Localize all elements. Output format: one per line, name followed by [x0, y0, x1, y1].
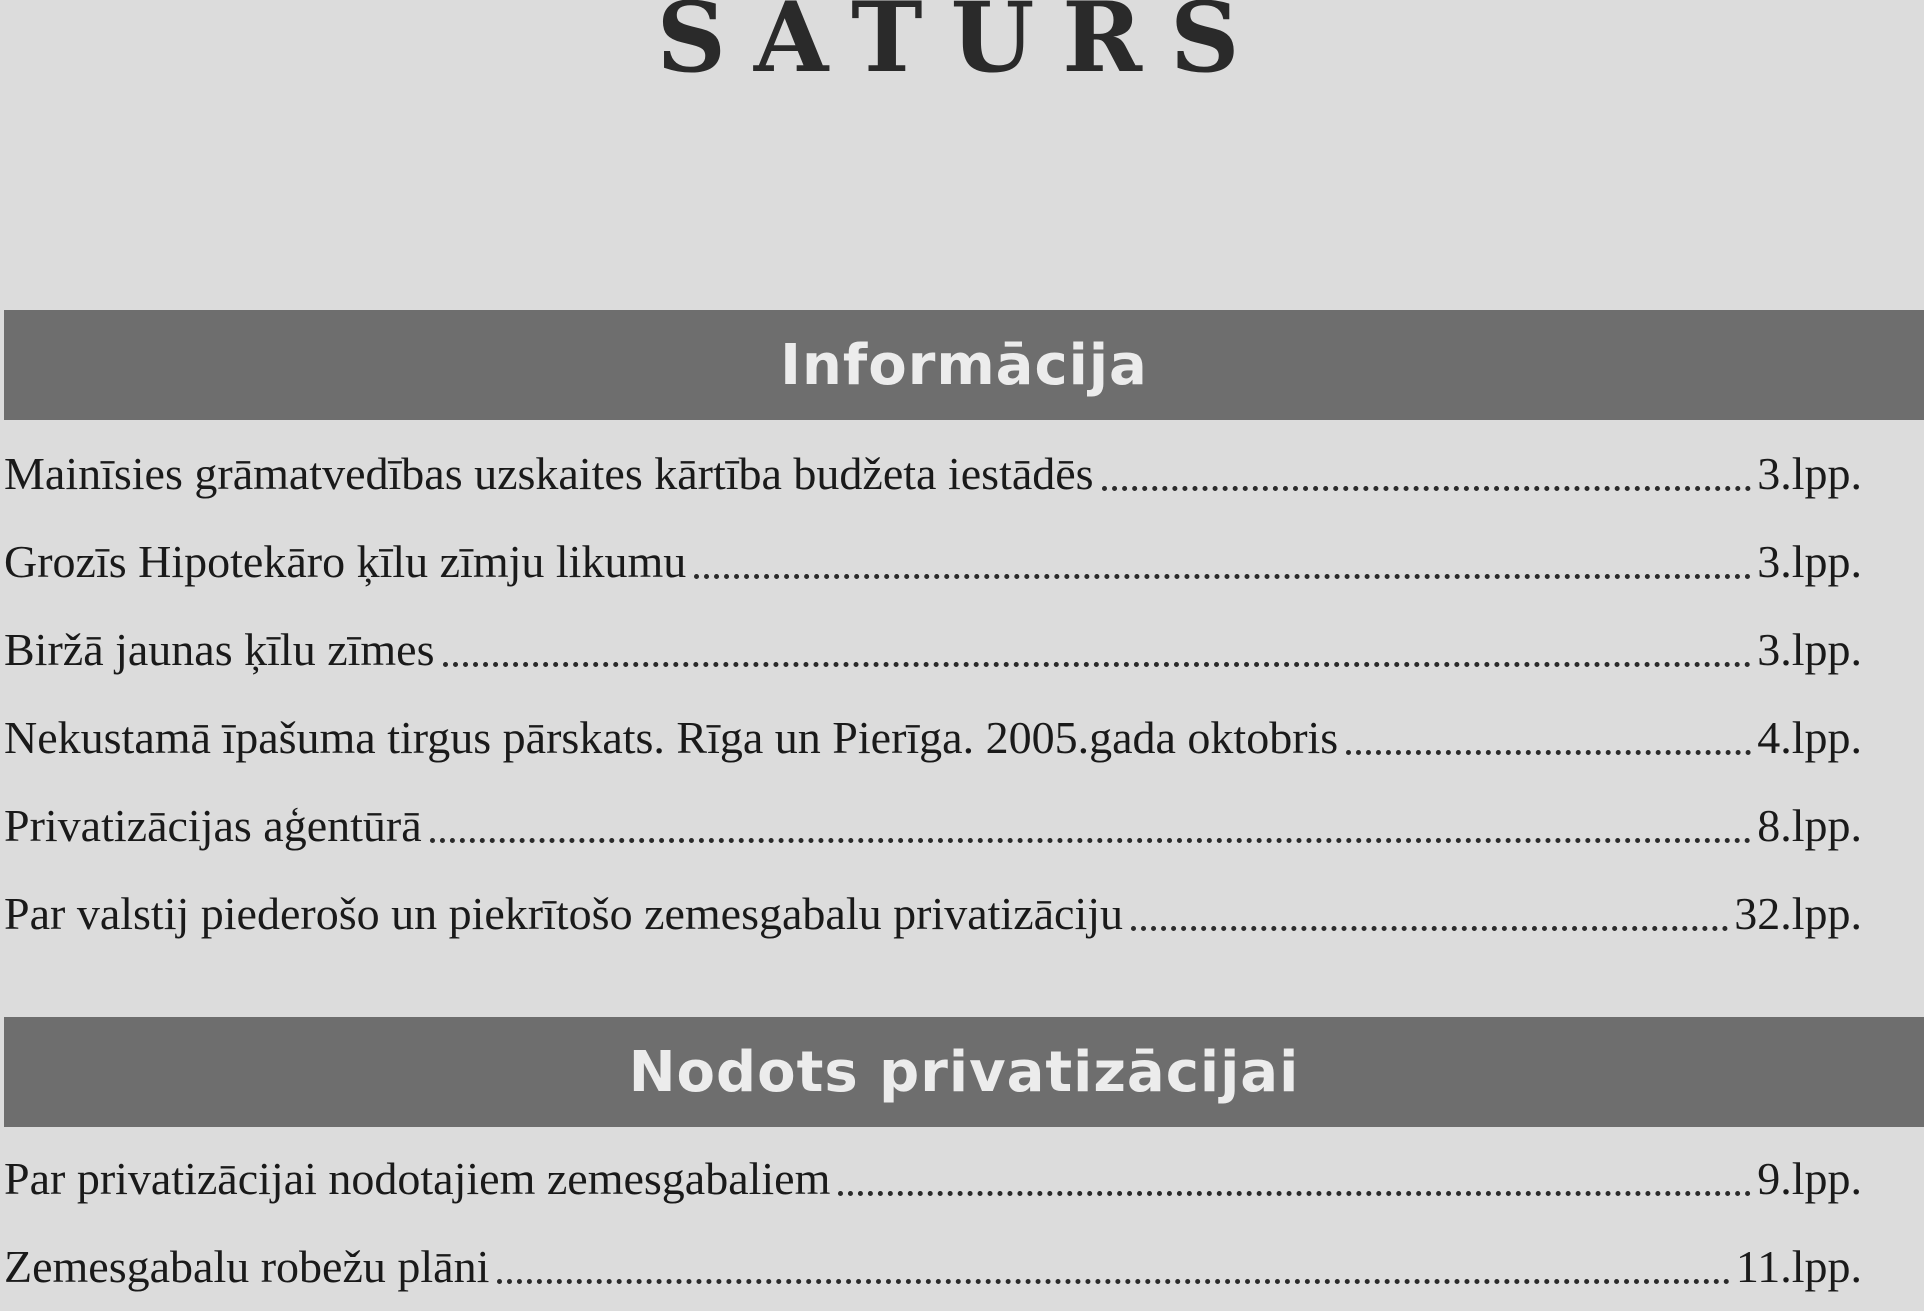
toc-entry-title: Mainīsies grāmatvedības uzskaites kārtība budžeta iestādēs — [4, 448, 1094, 499]
dot-leader — [694, 539, 1751, 585]
toc-entry-page: 8.lpp. — [1757, 800, 1862, 851]
toc-entry[interactable] — [4, 1135, 1862, 1223]
dot-leader — [443, 627, 1752, 673]
toc-entry-title: Par valstij piederošo un piekrītošo zemesgabalu privatizāciju — [4, 888, 1124, 939]
toc-entry[interactable] — [4, 518, 1862, 606]
toc-entry-page: 4.lpp. — [1757, 712, 1862, 763]
dot-leader — [1131, 891, 1728, 937]
toc-entry[interactable] — [4, 694, 1862, 782]
toc-list-informacija — [4, 430, 1862, 958]
toc-entry-page: 9.lpp. — [1757, 1153, 1862, 1204]
toc-entry[interactable] — [4, 870, 1862, 958]
toc-entry[interactable] — [4, 430, 1862, 518]
toc-entry-title: Nekustamā īpašuma tirgus pārskats. Rīga un Pierīga. 2005.gada oktobris — [4, 712, 1339, 763]
dot-leader — [1102, 451, 1752, 497]
section-header-informacija — [4, 310, 1924, 420]
section-header-label: Informācija — [780, 332, 1148, 398]
toc-entry-page: 32.lpp. — [1734, 888, 1862, 939]
toc-entry-page: 3.lpp. — [1757, 448, 1862, 499]
dot-leader — [430, 803, 1752, 849]
toc-entry[interactable] — [4, 782, 1862, 870]
dot-leader — [497, 1244, 1730, 1290]
toc-entry-page: 3.lpp. — [1757, 624, 1862, 675]
toc-entry-title: Par privatizācijai nodotajiem zemesgabaliem — [4, 1153, 831, 1204]
toc-entry-page: 11.lpp. — [1735, 1241, 1862, 1292]
toc-entry[interactable] — [4, 606, 1862, 694]
toc-entry-title: Zemesgabalu robežu plāni — [4, 1241, 490, 1292]
toc-entry[interactable] — [4, 1223, 1862, 1311]
toc-entry-title: Grozīs Hipotekāro ķīlu zīmju likumu — [4, 536, 687, 587]
dot-leader — [1346, 715, 1751, 761]
toc-entry-title: Biržā jaunas ķīlu zīmes — [4, 624, 435, 675]
toc-entry-page: 3.lpp. — [1757, 536, 1862, 587]
section-header-nodots-privatizacijai — [4, 1017, 1924, 1127]
toc-entry-title: Privatizācijas aģentūrā — [4, 800, 422, 851]
page-title: SATURS — [656, 0, 1268, 94]
dot-leader — [838, 1156, 1751, 1202]
toc-list-nodots-privatizacijai — [4, 1135, 1862, 1311]
section-header-label: Nodots privatizācijai — [628, 1039, 1300, 1105]
